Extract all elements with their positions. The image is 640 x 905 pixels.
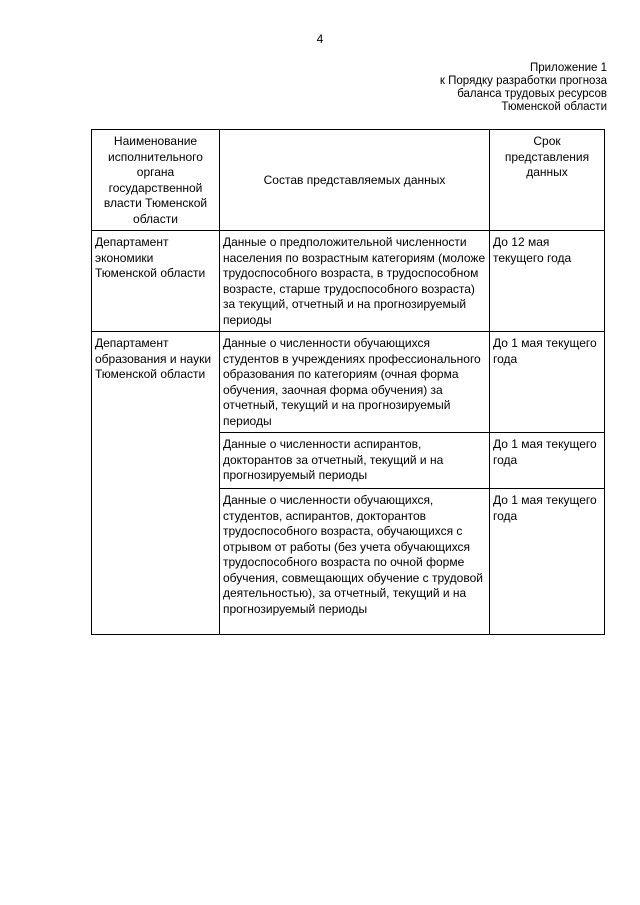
department-name: Департамент экономики Тюменской области	[92, 231, 220, 332]
appendix-line: баланса трудовых ресурсов	[457, 88, 607, 100]
appendix-line: Тюменской области	[501, 101, 607, 113]
data-description: Данные о численности обучающихся студентов в учреждениях профессионального образования по категориям (очная форма обучения, заочная форма обучения) за отчетный, текущий и на прогнозируемый периоды	[220, 332, 490, 433]
data-description: Данные о численности обучающихся, студентов, аспирантов, докторантов трудоспособного возраста, обучающихся с отрывом от работы (без учета обучающихся трудоспособного возраста по очной форме обучения, совмещающих обучение с трудовой деятельностью), за отчетный, текущий и на прогнозируемый периоды	[220, 489, 490, 635]
appendix-line: Приложение 1	[529, 62, 607, 74]
data-description: Данные о численности аспирантов, докторантов за отчетный, текущий и на прогнозируемый периоды	[220, 433, 490, 489]
department-name: Департамент образования и науки Тюменской области	[92, 332, 220, 635]
data-description: Данные о предположительной численности населения по возрастным категориям (моложе трудоспособного возраста, в трудоспособном возрасте, старше трудоспособного возраста) за текущий, отчетный и на прогнозируемый периоды	[220, 231, 490, 332]
table-row	[92, 332, 605, 433]
header-authority: Наименование исполнительного органа государственной власти Тюменской области	[92, 130, 220, 231]
data-table	[91, 129, 605, 635]
header-deadline: Срок представления данных	[490, 130, 605, 231]
table-row	[92, 231, 605, 332]
page-number: 4	[316, 32, 324, 46]
deadline: До 1 мая текущего года	[490, 332, 605, 433]
table-header-row	[92, 130, 605, 231]
appendix-heading	[440, 62, 607, 114]
deadline: До 1 мая текущего года	[490, 433, 605, 489]
deadline: До 12 мая текущего года	[490, 231, 605, 332]
header-data-composition: Состав представляемых данных	[220, 130, 490, 231]
appendix-line: к Порядку разработки прогноза	[439, 75, 607, 87]
deadline: До 1 мая текущего года	[490, 489, 605, 635]
